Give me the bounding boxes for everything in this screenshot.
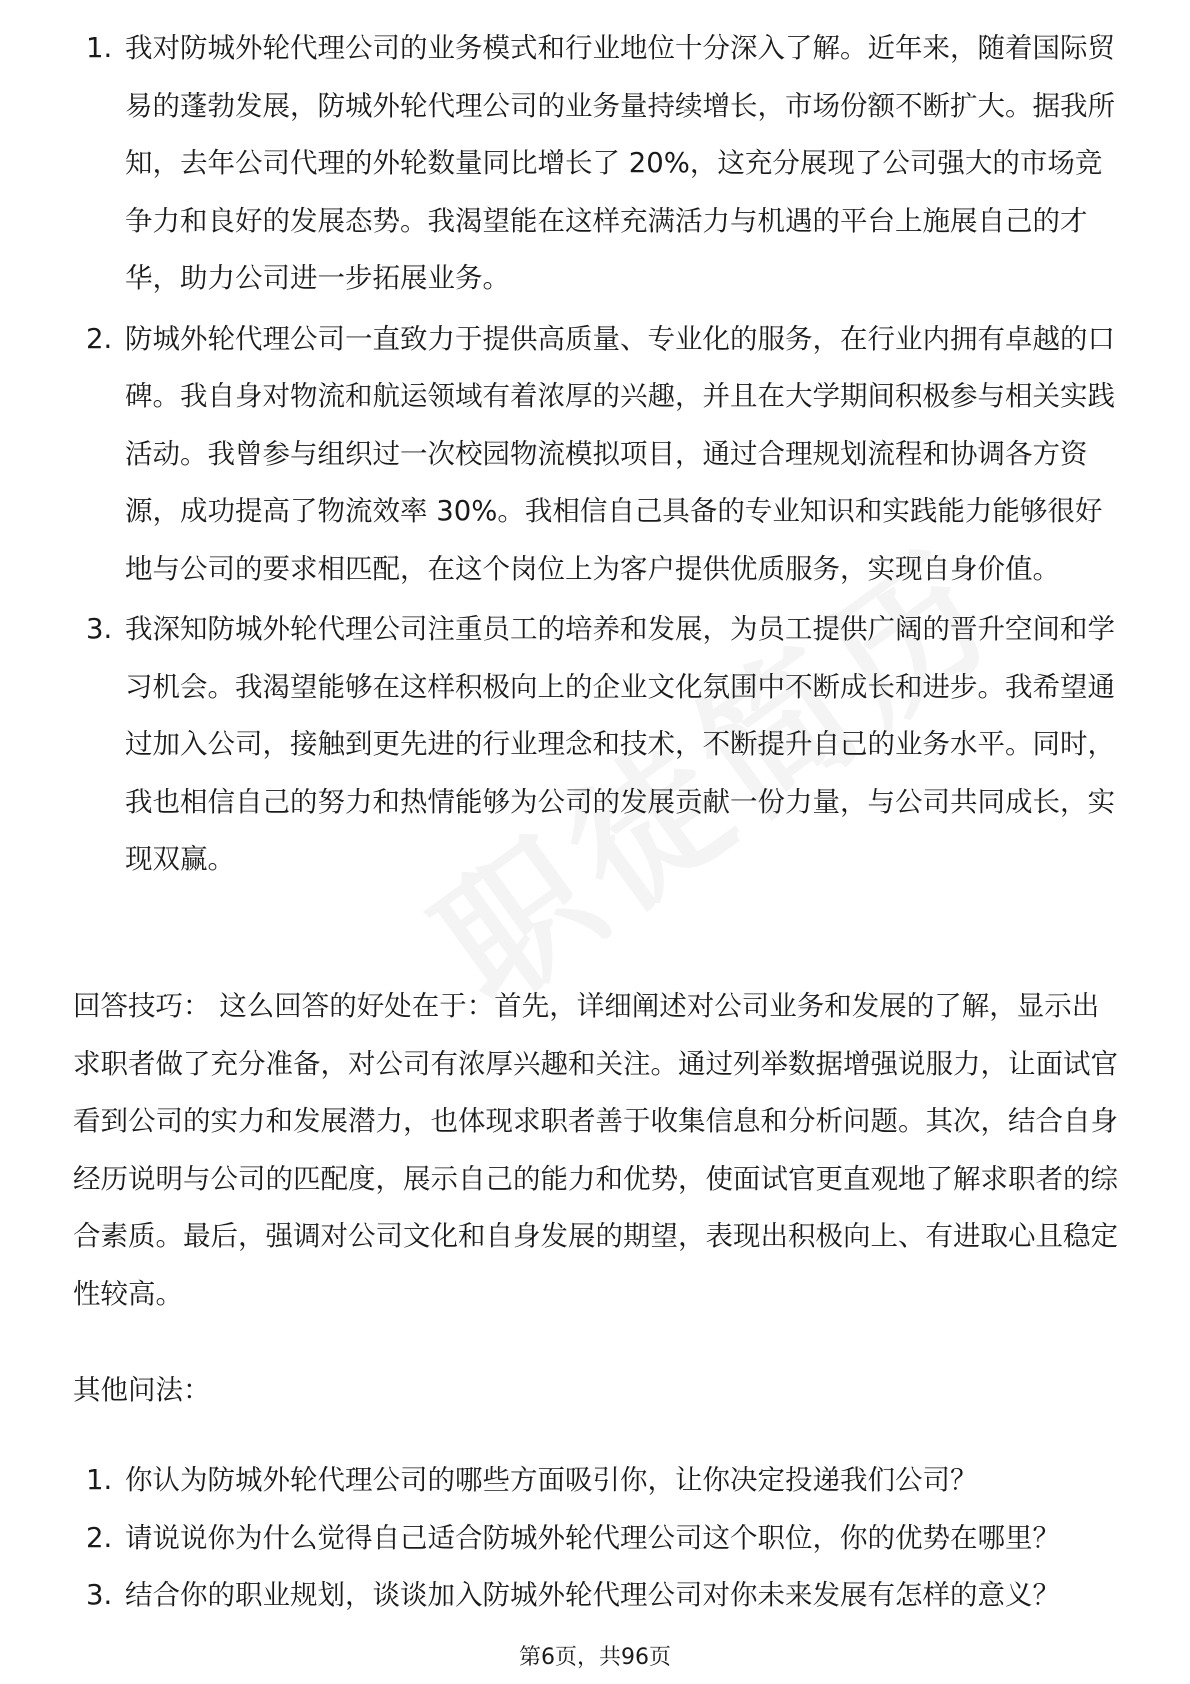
answer-text: 防城外轮代理公司一直致力于提供高质量、专业化的服务，在行业内拥有卓越的口碑。我自身对物流和航运领域有着浓厚的兴趣，并且在大学期间积极参与相关实践活动。我曾参与组织过一次校园物流模拟项目，通过合理规划流程和协调各方资源，成功提高了物流效率 30%。我相信自己具备的专业知识和实践能力能够很好地与公司的要求相匹配，在这个岗位上为客户提供优质服务，实现自身价值。 bbox=[125, 322, 1115, 585]
list-number: 3. bbox=[86, 1579, 113, 1611]
other-questions-label: 其他问法： bbox=[73, 1374, 211, 1406]
question-text: 请说说你为什么觉得自己适合防城外轮代理公司这个职位，你的优势在哪里？ bbox=[125, 1521, 1060, 1554]
other-question-2 bbox=[0, 1510, 1117, 1568]
question-text: 结合你的职业规划，谈谈加入防城外轮代理公司对你未来发展有怎样的意义？ bbox=[125, 1579, 1060, 1611]
question-text: 你认为防城外轮代理公司的哪些方面吸引你，让你决定投递我们公司？ bbox=[125, 1464, 978, 1496]
answer-item-1 bbox=[0, 20, 1117, 308]
answer-tips bbox=[73, 978, 1123, 1323]
tips-label: 回答技巧： bbox=[73, 990, 211, 1022]
list-number: 2. bbox=[86, 1521, 113, 1554]
page-footer bbox=[0, 1640, 1190, 1671]
other-question-1 bbox=[0, 1452, 1117, 1510]
other-questions-list bbox=[0, 1452, 1117, 1625]
list-number: 3. bbox=[86, 613, 113, 645]
list-number: 1. bbox=[86, 32, 113, 64]
list-number: 2. bbox=[86, 322, 113, 355]
answer-text: 我深知防城外轮代理公司注重员工的培养和发展，为员工提供广阔的晋升空间和学习机会。我渴望能够在这样积极向上的企业文化氛围中不断成长和进步。我希望通过加入公司，接触到更先进的行业理念和技术，不断提升自己的业务水平。同时，我也相信自己的努力和热情能够为公司的发展贡献一份力量，与公司共同成长，实现双赢。 bbox=[125, 613, 1115, 875]
answer-list bbox=[0, 20, 1117, 892]
list-number: 1. bbox=[86, 1464, 113, 1496]
answer-text: 我对防城外轮代理公司的业务模式和行业地位十分深入了解。近年来，随着国际贸易的蓬勃发展，防城外轮代理公司的业务量持续增长，市场份额不断扩大。据我所知，去年公司代理的外轮数量同比增长了 20%，这充分展现了公司强大的市场竞争力和良好的发展态势。我渴望能在这样充满活力与机遇的平台上施展自己的才华，助力公司进一步拓展业务。 bbox=[125, 32, 1115, 294]
tips-text: 这么回答的好处在于：首先，详细阐述对公司业务和发展的了解，显示出求职者做了充分准备，对公司有浓厚兴趣和关注。通过列举数据增强说服力，让面试官看到公司的实力和发展潜力，也体现求职者善于收集信息和分析问题。其次，结合自身经历说明与公司的匹配度，展示自己的能力和优势，使面试官更直观地了解求职者的综合素质。最后，强调对公司文化和自身发展的期望，表现出积极向上、有进取心且稳定性较高。 bbox=[73, 990, 1118, 1310]
other-question-3 bbox=[0, 1567, 1117, 1625]
answer-item-2 bbox=[0, 311, 1117, 599]
answer-item-3 bbox=[0, 601, 1117, 889]
page-number: 第6页，共96页 bbox=[519, 1645, 671, 1670]
